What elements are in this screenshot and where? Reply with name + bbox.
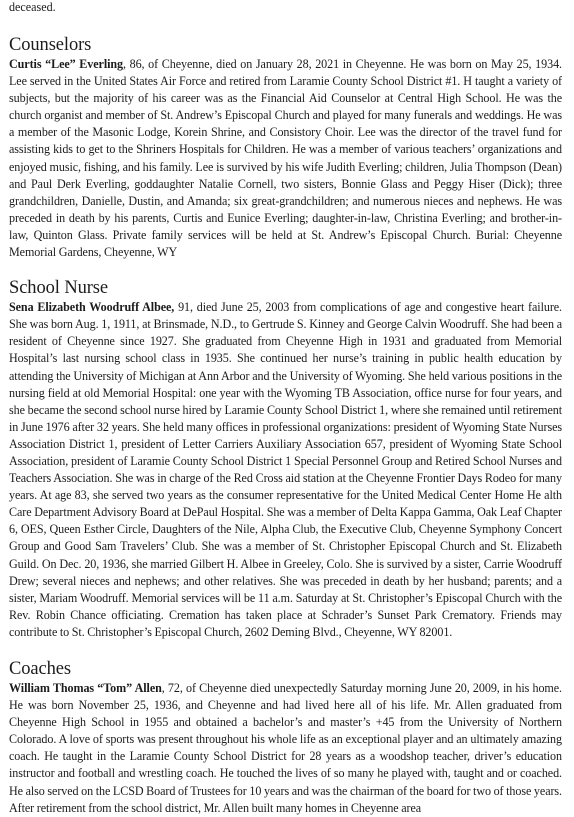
- obituary-body: , 72, of Cheyenne died unexpectedly Saturday morning June 20, 2009, in his home. He was born November 25, 1936, and Cheyenne and had lived here all of his life. Mr. Allen graduated from Cheyenne High School in 1955 and obtained a bachelor’s and master’s +45 from the University of Northern Colorado. A love of sports was present throughout his whole life as an exceptional player and an ultimately amazing coach. He taught in the Laramie County School District for 28 years as a woodshop teacher, driver’s education instructor and football and wrestling coach. He touched the lives of so many he played with, taught and or coached. He also served on the LCSD Board of Trustees for 10 years and was the chairman of the board for two of those years. After retirement from the school district, Mr. Allen built many homes in Cheyenne area: [9, 681, 562, 815]
- section-heading: School Nurse: [9, 278, 108, 299]
- deceased-name: William Thomas “Tom” Allen: [9, 681, 162, 695]
- obituary-paragraph: [9, 299, 562, 641]
- section-counselors: [9, 34, 562, 261]
- obituary-body: , 86, of Cheyenne, died on January 28, 2021 in Cheyenne. He was born on May 25, 1934. Lee served in the United States Air Force and retired from Laramie County School District #1. H taught a variety of subjects, but the majority of his career was as the Financial Aid Counselor at Central High School. He was the church organist and member of St. Andrew’s Episcopal Church and played for many funerals and weddings. He was a member of the Masonic Lodge, Korein Shrine, and Consistory Choir. Lee was the director of the travel fund for assisting kids to get to the Shriners Hospitals for Children. He was a member of various teachers’ organizations and enjoyed music, fishing, and his family. Lee is survived by his wife Judith Everling; children, Julia Thompson (Dean) and Paul Derk Everling, goddaughter Natalie Cornell, two sisters, Bonnie Glass and Peggy Hiser (Dick); three grandchildren, Danielle, Dustin, and Amanda; six great-grandchildren; and numerous nieces and nephews. He was preceded in death by his parents, Curtis and Eunice Everling; daughter-in-law, Christina Everling; and brother-in-law, Quinton Glass. Private family services will be held at St. Andrew’s Episcopal Church. Burial: Cheyenne Memorial Gardens, Cheyenne, WY: [9, 57, 562, 260]
- deceased-name: Curtis “Lee” Everling: [9, 57, 123, 71]
- section-school-nurse: [9, 277, 562, 641]
- obituary-paragraph: [9, 56, 562, 261]
- deceased-name: Sena Elizabeth Woodruff Albee,: [9, 300, 175, 315]
- obituary-page: [9, 0, 562, 817]
- section-coaches: [9, 658, 562, 817]
- obituary-body: 91, died June 25, 2003 from complications of age and congestive heart failure. She was born Aug. 1, 1911, at Brinsmade, N.D., to Gertrude S. Kinney and George Calvin Woodruff. She had been a resident of Cheyenne since 1927. She graduated from Cheyenne High in 1931 and graduated from Memorial Hospital’s last nursing school class in 1935. She continued her nurse’s training in public health education by attending the University of Michigan at Ann Arbor and the University of Wyoming. She held various positions in the nursing field at old Memorial Hospital: one year with the Wyoming TB Association, office nurse for four years, and she became the second school nurse hired by Laramie County School District 1, where she remained until retirement in June 1976 after 32 years. She held many offices in professional organizations: president of Wyoming State Nurses Association District 1, president of Letter Carriers Auxiliary Association 657, president of Wyoming State School Association, president of Laramie County School District 1 Special Personnel Group and Retired School Nurses and Teachers Association. She was in charge of the Red Cross aid station at the Cheyenne Frontier Days Rodeo for many years. At age 83, she served two years as the consumer representative for the United Medical Center Home He alth Care Department Advisory Board at DePaul Hospital. She was a member of Delta Kappa Gamma, Oak Leaf Chapter 6, OES, Queen Esther Circle, Daughters of the Nile, Alpha Club, the Executive Club, Cheyenne Symphony Concert Group and Good Sam Travelers’ Club. She was a member of St. Christopher Episcopal Church and St. Elizabeth Guild. On Dec. 20, 1936, she married Gilbert H. Albee in Greeley, Colo. She is survived by a sister, Carrie Woodruff Drew; several nieces and nephews; and other relatives. She was preceded in death by her husband; parents; and a sister, Mariam Woodruff. Memorial services will be 11 a.m. Saturday at St. Christopher’s Episcopal Church with the Rev. Robin Chance officiating. Cremation has taken place at Schrader’s Sunset Park Crematory. Friends may contribute to St. Christopher’s Episcopal Church, 2602 Deming Blvd., Cheyenne, WY 82001.: [9, 300, 562, 639]
- section-heading: Coaches: [9, 659, 71, 679]
- continued-text: deceased.: [9, 0, 56, 14]
- obituary-paragraph: [9, 680, 562, 817]
- section-heading: Counselors: [9, 35, 92, 55]
